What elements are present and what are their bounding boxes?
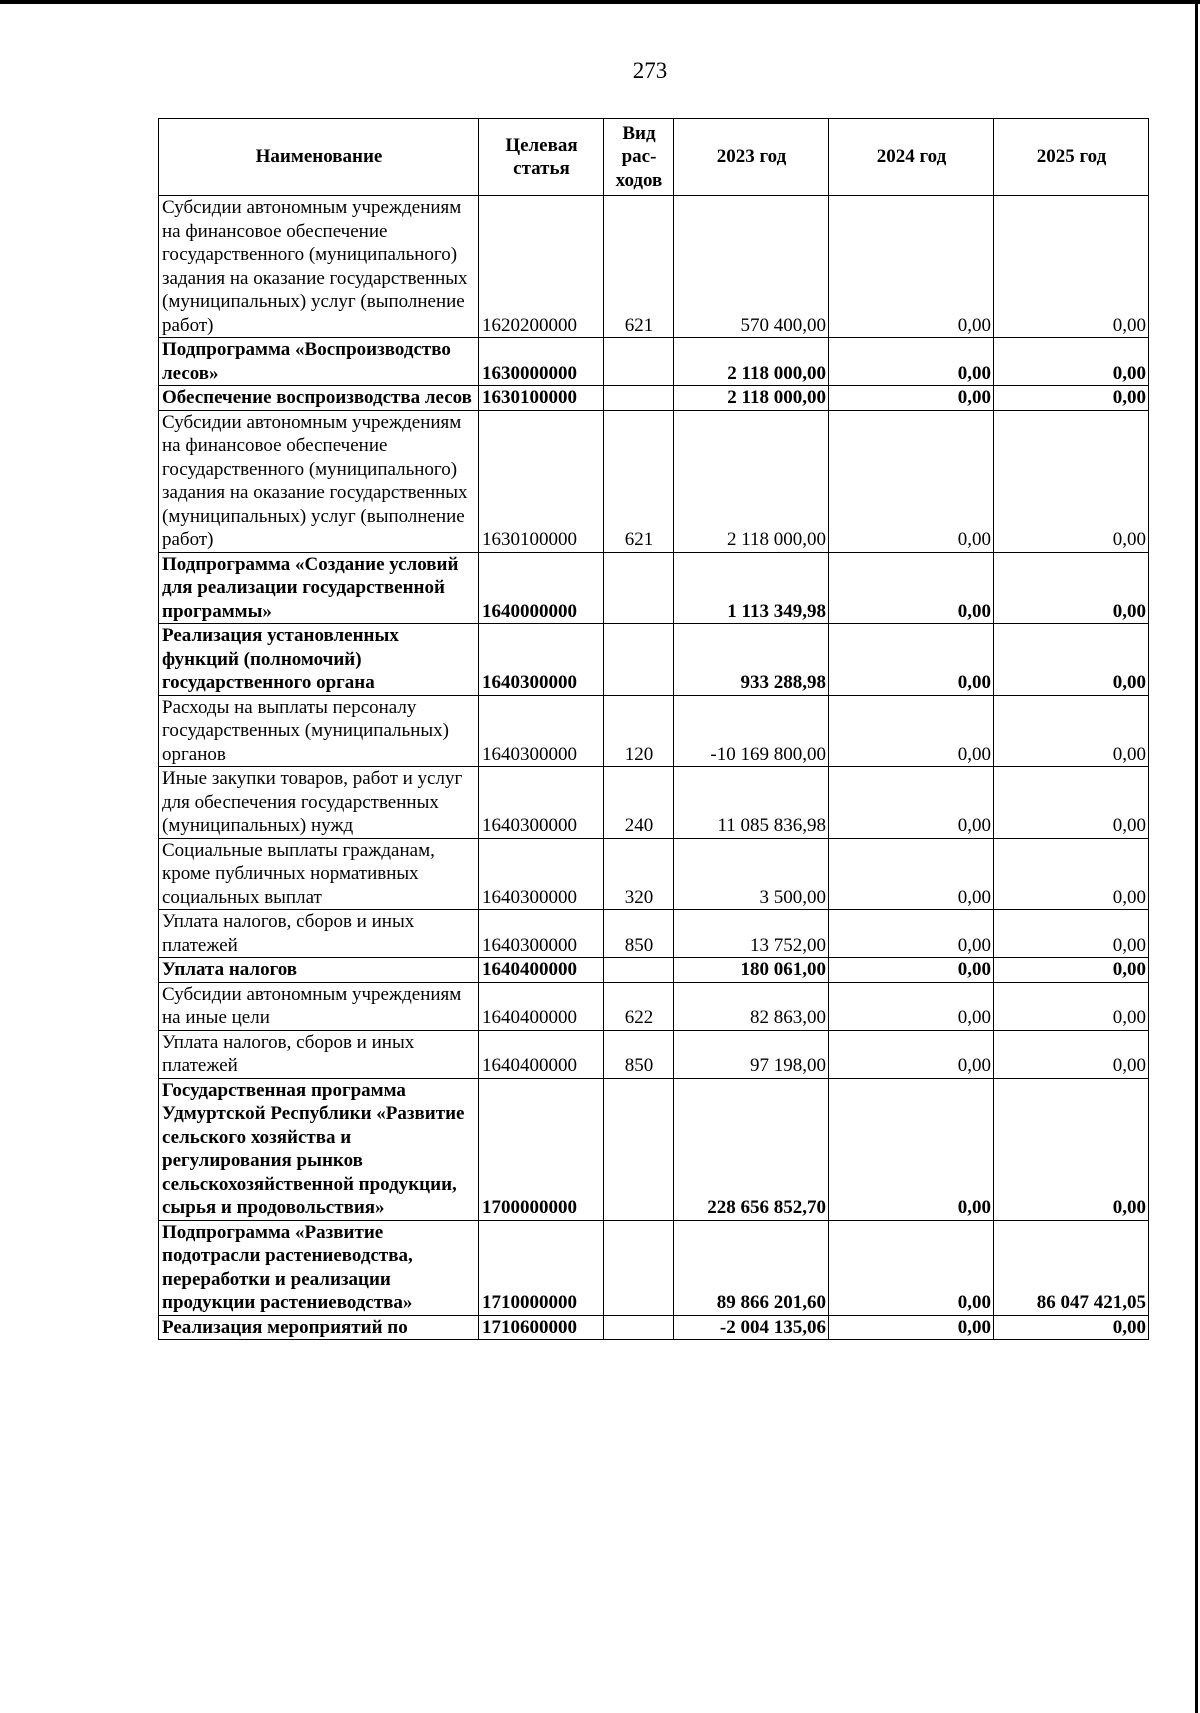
table-row	[159, 196, 1149, 338]
cell-name: Социальные выплаты гражданам, кроме публичных нормативных социальных выплат	[159, 838, 479, 910]
cell-code: 1640400000	[479, 1030, 604, 1078]
cell-y2024: 0,00	[829, 552, 994, 624]
cell-y2025: 0,00	[994, 982, 1149, 1030]
cell-name: Субсидии автономным учреждениям на финансовое обеспечение государственного (муниципального) задания на оказание государственных (муниципальных) услуг (выполнение работ)	[159, 410, 479, 552]
header-2025: 2025 год	[994, 119, 1149, 196]
cell-y2025: 0,00	[994, 410, 1149, 552]
table-row	[159, 1315, 1149, 1340]
cell-y2024: 0,00	[829, 410, 994, 552]
cell-y2023: 228 656 852,70	[674, 1078, 829, 1220]
cell-y2025: 0,00	[994, 386, 1149, 411]
cell-code: 1640300000	[479, 695, 604, 767]
table-body	[159, 196, 1149, 1340]
table-row	[159, 1078, 1149, 1220]
cell-y2023: 97 198,00	[674, 1030, 829, 1078]
cell-y2025: 0,00	[994, 338, 1149, 386]
cell-code: 1640300000	[479, 624, 604, 696]
cell-y2023: 2 118 000,00	[674, 410, 829, 552]
cell-type: 622	[604, 982, 674, 1030]
cell-type: 850	[604, 1030, 674, 1078]
table-row	[159, 1030, 1149, 1078]
cell-type	[604, 552, 674, 624]
cell-y2024: 0,00	[829, 1030, 994, 1078]
cell-y2025: 0,00	[994, 1315, 1149, 1340]
cell-y2023: 82 863,00	[674, 982, 829, 1030]
cell-code: 1630000000	[479, 338, 604, 386]
cell-y2025: 0,00	[994, 624, 1149, 696]
cell-type	[604, 958, 674, 983]
cell-y2023: 2 118 000,00	[674, 338, 829, 386]
cell-y2025: 0,00	[994, 767, 1149, 839]
table-row	[159, 910, 1149, 958]
cell-y2024: 0,00	[829, 910, 994, 958]
header-type: Вид рас-ходов	[604, 119, 674, 196]
cell-type: 621	[604, 410, 674, 552]
cell-y2024: 0,00	[829, 338, 994, 386]
cell-y2023: 2 118 000,00	[674, 386, 829, 411]
cell-type	[604, 386, 674, 411]
table-row	[159, 695, 1149, 767]
cell-code: 1640300000	[479, 910, 604, 958]
cell-y2024: 0,00	[829, 695, 994, 767]
cell-y2025: 0,00	[994, 1030, 1149, 1078]
cell-y2025: 0,00	[994, 196, 1149, 338]
cell-y2024: 0,00	[829, 1220, 994, 1315]
cell-type: 850	[604, 910, 674, 958]
cell-code: 1700000000	[479, 1078, 604, 1220]
cell-y2025: 0,00	[994, 1078, 1149, 1220]
cell-code: 1640400000	[479, 982, 604, 1030]
cell-name: Реализация установленных функций (полномочий) государственного органа	[159, 624, 479, 696]
table-row	[159, 838, 1149, 910]
cell-code: 1640000000	[479, 552, 604, 624]
cell-y2023: -2 004 135,06	[674, 1315, 829, 1340]
cell-y2025: 0,00	[994, 695, 1149, 767]
header-2024: 2024 год	[829, 119, 994, 196]
cell-y2024: 0,00	[829, 1315, 994, 1340]
header-code: Целевая статья	[479, 119, 604, 196]
cell-y2025: 86 047 421,05	[994, 1220, 1149, 1315]
right-border-line	[1195, 0, 1198, 1713]
cell-name: Подпрограмма «Создание условий для реализации государственной программы»	[159, 552, 479, 624]
header-2023: 2023 год	[674, 119, 829, 196]
table-row	[159, 624, 1149, 696]
cell-code: 1640400000	[479, 958, 604, 983]
cell-y2024: 0,00	[829, 982, 994, 1030]
cell-y2024: 0,00	[829, 958, 994, 983]
cell-name: Реализация мероприятий по	[159, 1315, 479, 1340]
cell-y2023: 180 061,00	[674, 958, 829, 983]
cell-y2023: 3 500,00	[674, 838, 829, 910]
cell-type: 240	[604, 767, 674, 839]
cell-y2023: 89 866 201,60	[674, 1220, 829, 1315]
cell-code: 1630100000	[479, 386, 604, 411]
cell-name: Расходы на выплаты персоналу государственных (муниципальных) органов	[159, 695, 479, 767]
cell-y2024: 0,00	[829, 838, 994, 910]
cell-y2025: 0,00	[994, 910, 1149, 958]
cell-code: 1630100000	[479, 410, 604, 552]
cell-name: Обеспечение воспроизводства лесов	[159, 386, 479, 411]
cell-name: Подпрограмма «Развитие подотрасли растениеводства, переработки и реализации продукции растениеводства»	[159, 1220, 479, 1315]
cell-type: 120	[604, 695, 674, 767]
cell-y2024: 0,00	[829, 196, 994, 338]
top-border-line	[0, 0, 1200, 4]
cell-type	[604, 1078, 674, 1220]
cell-name: Государственная программа Удмуртской Республики «Развитие сельского хозяйства и регулирования рынков сельскохозяйственной продукции, сырья и продовольствия»	[159, 1078, 479, 1220]
cell-name: Субсидии автономным учреждениям на финансовое обеспечение государственного (муниципального) задания на оказание государственных (муниципальных) услуг (выполнение работ)	[159, 196, 479, 338]
cell-y2024: 0,00	[829, 624, 994, 696]
cell-y2023: 570 400,00	[674, 196, 829, 338]
cell-y2024: 0,00	[829, 1078, 994, 1220]
table-row	[159, 552, 1149, 624]
cell-type	[604, 1315, 674, 1340]
cell-y2025: 0,00	[994, 838, 1149, 910]
header-name: Наименование	[159, 119, 479, 196]
cell-name: Иные закупки товаров, работ и услуг для обеспечения государственных (муниципальных) нужд	[159, 767, 479, 839]
table-row	[159, 410, 1149, 552]
table-row	[159, 338, 1149, 386]
table-row	[159, 958, 1149, 983]
cell-code: 1640300000	[479, 838, 604, 910]
table-row	[159, 1220, 1149, 1315]
table-header-row	[159, 119, 1149, 196]
cell-name: Уплата налогов	[159, 958, 479, 983]
budget-table	[158, 118, 1149, 1340]
cell-type	[604, 1220, 674, 1315]
table-row	[159, 982, 1149, 1030]
cell-code: 1620200000	[479, 196, 604, 338]
cell-code: 1710000000	[479, 1220, 604, 1315]
cell-y2023: -10 169 800,00	[674, 695, 829, 767]
cell-name: Уплата налогов, сборов и иных платежей	[159, 910, 479, 958]
cell-type: 320	[604, 838, 674, 910]
cell-y2025: 0,00	[994, 958, 1149, 983]
cell-y2023: 11 085 836,98	[674, 767, 829, 839]
cell-y2023: 933 288,98	[674, 624, 829, 696]
cell-y2023: 13 752,00	[674, 910, 829, 958]
cell-type	[604, 624, 674, 696]
cell-y2024: 0,00	[829, 386, 994, 411]
cell-name: Уплата налогов, сборов и иных платежей	[159, 1030, 479, 1078]
cell-y2025: 0,00	[994, 552, 1149, 624]
cell-name: Субсидии автономным учреждениям на иные цели	[159, 982, 479, 1030]
table-row	[159, 767, 1149, 839]
table-row	[159, 386, 1149, 411]
cell-code: 1710600000	[479, 1315, 604, 1340]
cell-name: Подпрограмма «Воспроизводство лесов»	[159, 338, 479, 386]
page-number: 273	[632, 58, 668, 83]
cell-code: 1640300000	[479, 767, 604, 839]
cell-type	[604, 338, 674, 386]
cell-y2024: 0,00	[829, 767, 994, 839]
cell-type: 621	[604, 196, 674, 338]
cell-y2023: 1 113 349,98	[674, 552, 829, 624]
